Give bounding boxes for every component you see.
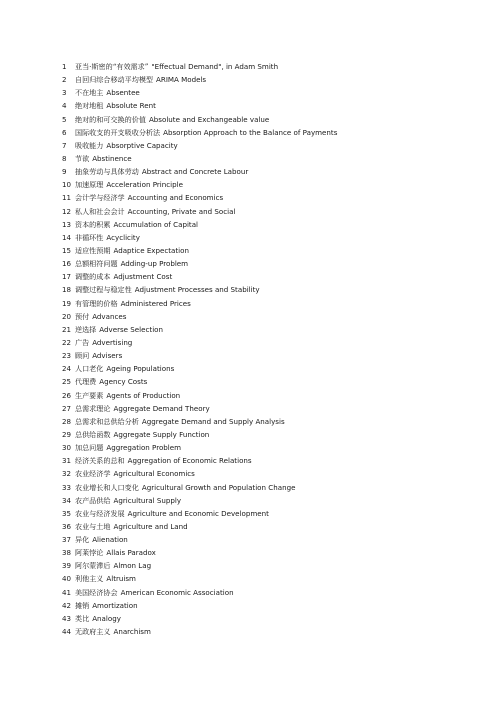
glossary-entry: [62, 218, 337, 231]
entry-english-term: Agency Costs: [99, 377, 148, 387]
entry-chinese-term: 国际收支的开支吸收分析法: [75, 127, 161, 137]
entry-english-term: Agriculture and Land: [113, 521, 188, 531]
entry-number: 7: [62, 140, 67, 150]
glossary-list: [62, 60, 337, 638]
glossary-entry: [62, 362, 337, 375]
glossary-entry: [62, 178, 337, 191]
entry-english-term: Aggregation of Economic Relations: [127, 456, 252, 466]
glossary-entry: [62, 270, 337, 283]
entry-english-term: Ageing Populations: [106, 364, 175, 374]
glossary-entry: [62, 402, 337, 415]
entry-english-term: Absolute and Exchangeable value: [148, 114, 270, 124]
entry-chinese-term: 总供给函数: [75, 429, 111, 439]
entry-chinese-term: 调整的成本: [75, 272, 111, 282]
entry-chinese-term: 摊销: [75, 600, 90, 610]
entry-english-term: Absorptive Capacity: [106, 140, 178, 150]
entry-number: 12: [62, 206, 72, 216]
entry-number: 5: [62, 114, 67, 124]
glossary-entry: [62, 349, 337, 362]
entry-chinese-term: 调整过程与稳定性: [75, 285, 132, 295]
entry-number: 21: [62, 324, 72, 334]
entry-english-term: Adjustment Processes and Stability: [134, 285, 260, 295]
entry-english-term: Anarchism: [113, 627, 151, 637]
entry-english-term: Advances: [92, 311, 127, 321]
entry-chinese-term: 阿莱悖论: [75, 548, 104, 558]
entry-chinese-term: 广告: [75, 337, 90, 347]
entry-number: 20: [62, 311, 72, 321]
entry-chinese-term: 绝对的和可交换的价值: [75, 114, 146, 124]
entry-chinese-term: 吸收能力: [75, 140, 104, 150]
glossary-entry: [62, 126, 337, 139]
entry-english-term: Adverse Selection: [99, 324, 163, 334]
entry-number: 27: [62, 403, 72, 413]
entry-number: 16: [62, 259, 72, 269]
entry-number: 19: [62, 298, 72, 308]
entry-number: 2: [62, 75, 67, 85]
glossary-entry: [62, 73, 337, 86]
glossary-entry: [62, 467, 337, 480]
entry-english-term: ARIMA Models: [156, 75, 207, 85]
glossary-entry: [62, 559, 337, 572]
entry-english-term: Acyclicity: [106, 232, 140, 242]
entry-number: 9: [62, 167, 67, 177]
entry-number: 35: [62, 508, 72, 518]
glossary-entry: [62, 586, 337, 599]
entry-chinese-term: 加总问题: [75, 443, 104, 453]
glossary-entry: [62, 231, 337, 244]
entry-english-term: Aggregate Supply Function: [113, 429, 210, 439]
entry-chinese-term: 农业经济学: [75, 469, 111, 479]
entry-english-term: Agricultural Growth and Population Change: [141, 482, 296, 492]
glossary-entry: [62, 428, 337, 441]
entry-number: 37: [62, 535, 72, 545]
entry-chinese-term: 非循环性: [75, 232, 104, 242]
entry-chinese-term: 顾问: [75, 351, 90, 361]
entry-english-term: Absorption Approach to the Balance of Payments: [163, 127, 338, 137]
glossary-entry: [62, 152, 337, 165]
entry-english-term: Analogy: [92, 613, 121, 623]
glossary-entry: [62, 454, 337, 467]
entry-english-term: Absolute Rent: [106, 101, 156, 111]
entry-number: 41: [62, 587, 72, 597]
entry-chinese-term: 无政府主义: [75, 627, 111, 637]
glossary-entry: [62, 139, 337, 152]
entry-english-term: Aggregate Demand and Supply Analysis: [141, 416, 285, 426]
glossary-entry: [62, 494, 337, 507]
entry-chinese-term: 阿尔蒙滞后: [75, 561, 111, 571]
entry-english-term: Administered Prices: [120, 298, 191, 308]
entry-number: 44: [62, 627, 72, 637]
entry-number: 24: [62, 364, 72, 374]
entry-english-term: Abstract and Concrete Labour: [141, 167, 249, 177]
entry-chinese-term: 类比: [75, 613, 90, 623]
glossary-entry: [62, 612, 337, 625]
entry-number: 18: [62, 285, 72, 295]
glossary-entry: [62, 310, 337, 323]
entry-english-term: Accounting and Economics: [127, 193, 224, 203]
glossary-entry: [62, 99, 337, 112]
glossary-entry: [62, 165, 337, 178]
entry-chinese-term: 农业增长和人口变化: [75, 482, 139, 492]
entry-chinese-term: 预付: [75, 311, 90, 321]
entry-english-term: Allais Paradox: [106, 548, 156, 558]
entry-number: 31: [62, 456, 72, 466]
entry-chinese-term: 人口老化: [75, 364, 104, 374]
entry-chinese-term: 总需求和总供给分析: [75, 416, 139, 426]
entry-number: 26: [62, 390, 72, 400]
glossary-entry: [62, 599, 337, 612]
entry-english-term: Acceleration Principle: [106, 180, 183, 190]
entry-number: 42: [62, 600, 72, 610]
entry-english-term: American Economic Association: [120, 587, 234, 597]
entry-number: 23: [62, 351, 72, 361]
entry-number: 39: [62, 561, 72, 571]
entry-english-term: Amortization: [92, 600, 138, 610]
glossary-entry: [62, 336, 337, 349]
entry-number: 34: [62, 495, 72, 505]
entry-chinese-term: 绝对地租: [75, 101, 104, 111]
entry-number: 22: [62, 337, 72, 347]
glossary-entry: [62, 297, 337, 310]
entry-english-term: Altruism: [106, 574, 136, 584]
glossary-entry: [62, 441, 337, 454]
entry-chinese-term: 适应性预期: [75, 245, 111, 255]
entry-english-term: Agriculture and Economic Development: [127, 508, 269, 518]
entry-english-term: Absentee: [106, 88, 140, 98]
entry-number: 28: [62, 416, 72, 426]
entry-chinese-term: 利他主义: [75, 574, 104, 584]
entry-number: 36: [62, 521, 72, 531]
entry-english-term: Agricultural Supply: [113, 495, 182, 505]
entry-number: 30: [62, 443, 72, 453]
entry-english-term: Adjustment Cost: [113, 272, 173, 282]
entry-chinese-term: 生产要素: [75, 390, 104, 400]
entry-chinese-term: 资本的积累: [75, 219, 111, 229]
entry-english-term: Advertising: [92, 337, 133, 347]
glossary-entry: [62, 507, 337, 520]
entry-number: 32: [62, 469, 72, 479]
entry-chinese-term: 异化: [75, 535, 90, 545]
entry-number: 33: [62, 482, 72, 492]
glossary-entry: [62, 625, 337, 638]
entry-english-term: Agricultural Economics: [113, 469, 195, 479]
entry-chinese-term: 总额相符问题: [75, 259, 118, 269]
entry-number: 43: [62, 613, 72, 623]
entry-chinese-term: 私人和社会会计: [75, 206, 125, 216]
glossary-entry: [62, 520, 337, 533]
entry-chinese-term: 农产品供给: [75, 495, 111, 505]
glossary-entry: [62, 572, 337, 585]
entry-number: 8: [62, 153, 67, 163]
glossary-entry: [62, 323, 337, 336]
glossary-entry: [62, 191, 337, 204]
entry-chinese-term: 农业与土地: [75, 521, 111, 531]
entry-chinese-term: 节欲: [75, 153, 90, 163]
entry-chinese-term: 有管理的价格: [75, 298, 118, 308]
entry-number: 13: [62, 219, 72, 229]
glossary-entry: [62, 60, 337, 73]
glossary-entry: [62, 113, 337, 126]
entry-chinese-term: 逆选择: [75, 324, 97, 334]
entry-chinese-term: 会计学与经济学: [75, 193, 125, 203]
entry-english-term: Accounting, Private and Social: [127, 206, 236, 216]
entry-english-term: Agents of Production: [106, 390, 181, 400]
glossary-entry: [62, 86, 337, 99]
entry-english-term: Almon Lag: [113, 561, 152, 571]
entry-chinese-term: 自回归综合移动平均模型: [75, 75, 154, 85]
entry-english-term: Advisers: [92, 351, 123, 361]
entry-number: 11: [62, 193, 72, 203]
glossary-entry: [62, 283, 337, 296]
entry-number: 3: [62, 88, 67, 98]
entry-english-term: "Effectual Demand", in Adam Smith: [151, 62, 279, 71]
glossary-entry: [62, 244, 337, 257]
glossary-entry: [62, 375, 337, 388]
entry-number: 4: [62, 101, 67, 111]
entry-number: 17: [62, 272, 72, 282]
entry-english-term: Aggregation Problem: [106, 443, 182, 453]
entry-number: 1: [62, 62, 67, 71]
entry-chinese-term: 抽象劳动与具体劳动: [75, 167, 139, 177]
entry-number: 6: [62, 127, 67, 137]
entry-chinese-term: 美国经济协会: [75, 587, 118, 597]
entry-chinese-term: 亚当·斯密的“有效需求”: [75, 62, 149, 71]
entry-english-term: Adding-up Problem: [120, 259, 189, 269]
entry-chinese-term: 代理费: [75, 377, 97, 387]
entry-chinese-term: 总需求理论: [75, 403, 111, 413]
glossary-entry: [62, 546, 337, 559]
entry-number: 38: [62, 548, 72, 558]
entry-english-term: Alienation: [92, 535, 128, 545]
entry-english-term: Adaptice Expectation: [113, 245, 189, 255]
glossary-entry: [62, 257, 337, 270]
entry-chinese-term: 不在地主: [75, 88, 104, 98]
glossary-entry: [62, 533, 337, 546]
entry-number: 40: [62, 574, 72, 584]
entry-english-term: Accumulation of Capital: [113, 219, 199, 229]
entry-number: 29: [62, 429, 72, 439]
glossary-entry: [62, 389, 337, 402]
entry-chinese-term: 经济关系的总和: [75, 456, 125, 466]
glossary-entry: [62, 415, 337, 428]
entry-chinese-term: 加速原理: [75, 180, 104, 190]
entry-number: 14: [62, 232, 72, 242]
glossary-entry: [62, 481, 337, 494]
entry-number: 15: [62, 245, 72, 255]
entry-number: 10: [62, 180, 72, 190]
entry-english-term: Aggregate Demand Theory: [113, 403, 210, 413]
glossary-entry: [62, 205, 337, 218]
entry-english-term: Abstinence: [92, 153, 132, 163]
entry-number: 25: [62, 377, 72, 387]
entry-chinese-term: 农业与经济发展: [75, 508, 125, 518]
